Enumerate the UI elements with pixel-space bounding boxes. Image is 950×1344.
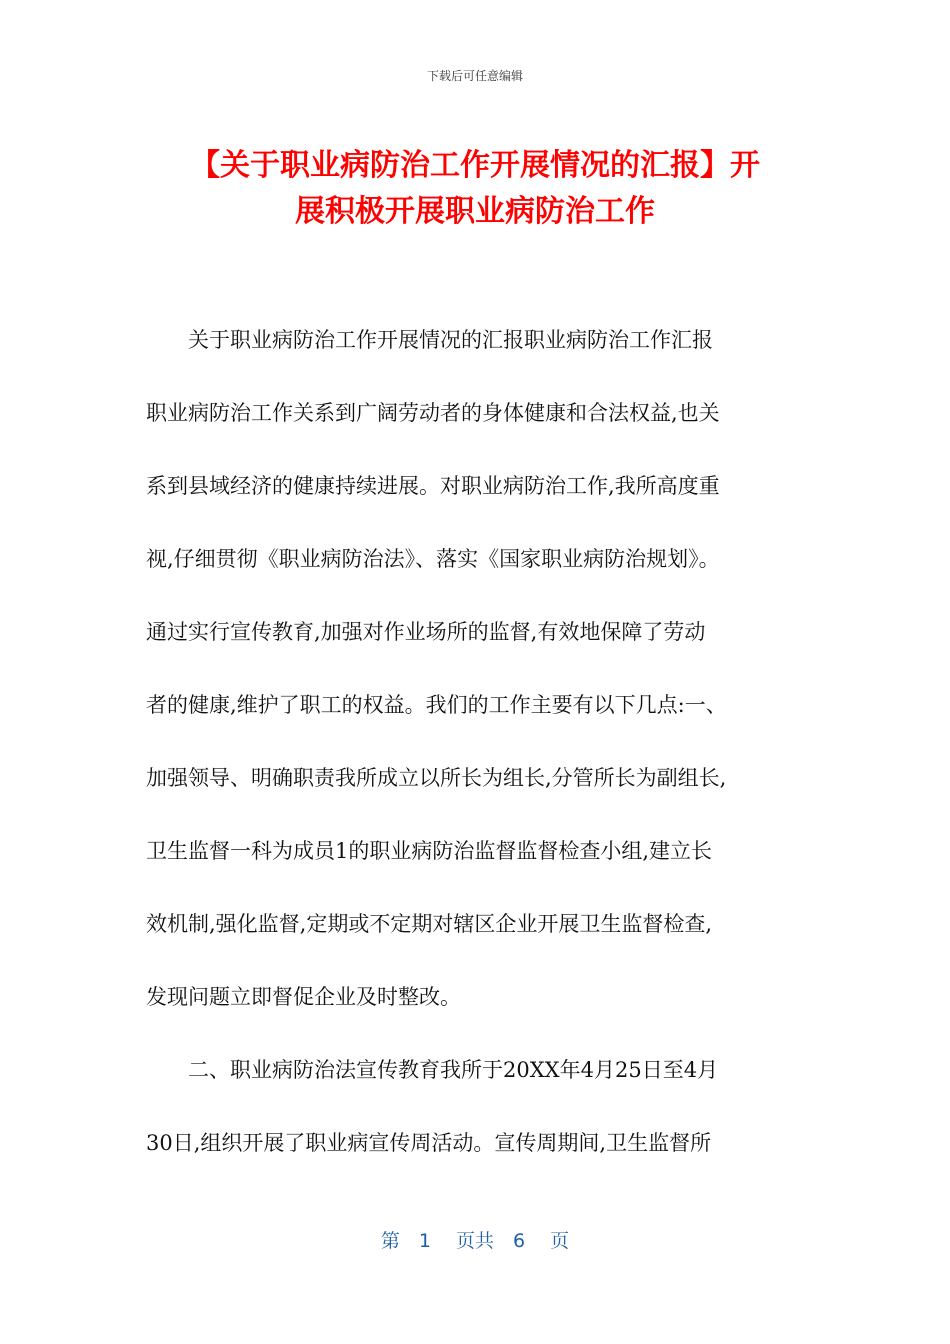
body-line: 效机制,强化监督,定期或不定期对辖区企业开展卫生监督检查, [146,912,713,936]
body-line: 二、职业病防治法宣传教育我所于20XX年4月25日至4月 [146,1058,719,1082]
body-line: 发现问题立即督促企业及时整改。 [146,985,461,1009]
body-line: 系到县域经济的健康持续进展。对职业病防治工作,我所高度重 [146,474,720,498]
body-line: 加强领导、明确职责我所成立以所长为组长,分管所长为副组长, [146,766,727,790]
body-line: 视,仔细贯彻《职业病防治法》、落实《国家职业病防治规划》。 [146,547,720,571]
body-line: 职业病防治工作关系到广阔劳动者的身体健康和合法权益,也关 [146,401,720,425]
body-line: 30日,组织开展了职业病宣传周活动。宣传周期间,卫生监督所 [146,1131,712,1155]
document-body [146,322,836,1162]
page-number: 第 1 页共 6 页 [380,1230,570,1252]
title-line-2: 展积极开展职业病防治工作 [295,194,655,229]
header-note: 下载后可任意编辑 [426,69,523,83]
body-line: 者的健康,维护了职工的权益。我们的工作主要有以下几点:一、 [146,693,727,717]
body-line: 关于职业病防治工作开展情况的汇报职业病防治工作汇报 [146,328,713,352]
title-line-1: 【关于职业病防治工作开展情况的汇报】开 [190,148,760,183]
body-line: 通过实行宣传教育,加强对作业场所的监督,有效地保障了劳动 [146,620,706,644]
body-line: 卫生监督一科为成员1的职业病防治监督监督检查小组,建立长 [146,839,713,863]
document-title [140,143,810,235]
